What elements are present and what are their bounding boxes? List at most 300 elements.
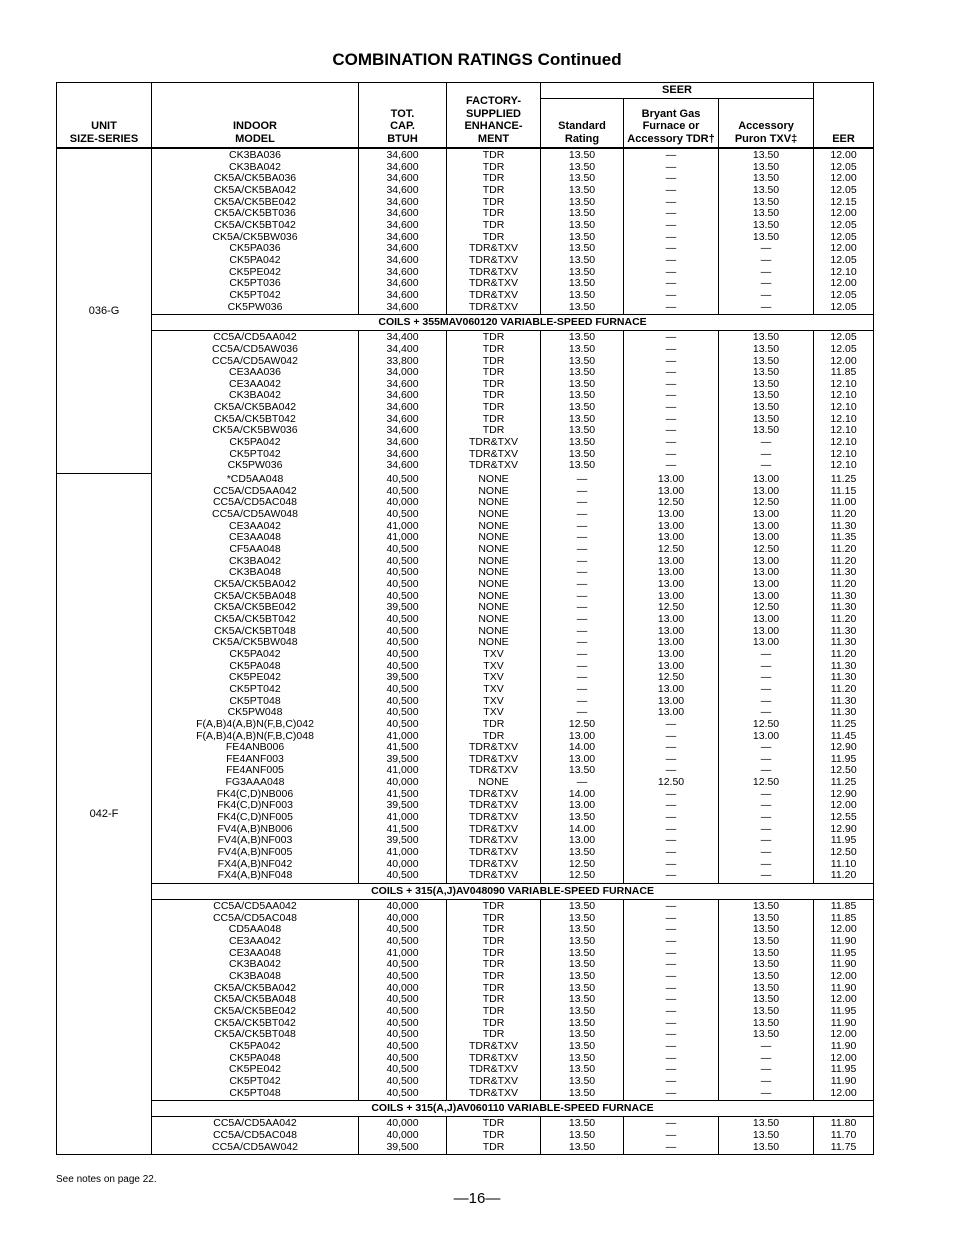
accessory-txv-value: 12.50 — [752, 776, 780, 789]
standard-rating-value: 13.50 — [568, 1140, 596, 1153]
indoor-model-value: CC5A/CD5AC048 — [212, 496, 298, 509]
capacity-value: 34,000 — [386, 366, 419, 379]
column-bryant-furnace — [624, 900, 719, 1101]
indoor-model-value: CK3BA042 — [229, 958, 281, 971]
enhancement-value: TDR — [482, 911, 505, 924]
enhancement-value: NONE — [478, 566, 509, 579]
accessory-txv-value: — — [760, 857, 772, 870]
eer-value: 12.10 — [830, 424, 857, 437]
enhancement-value: TDR&TXV — [468, 436, 518, 449]
bryant-furnace-value: — — [665, 869, 677, 882]
standard-rating-value: 12.50 — [568, 717, 596, 730]
capacity-value: 34,400 — [386, 331, 419, 344]
enhancement-value: TDR — [482, 389, 505, 402]
standard-rating-value: 13.50 — [568, 288, 596, 301]
indoor-model-value: CC5A/CD5AW036 — [212, 342, 298, 355]
standard-rating-value: 13.50 — [568, 160, 596, 173]
enhancement-value: TXV — [483, 659, 504, 672]
indoor-model-value: CE3AA042 — [229, 519, 281, 532]
capacity-value: 40,500 — [386, 636, 419, 649]
bryant-furnace-value: — — [665, 822, 677, 835]
bryant-furnace-value: — — [665, 207, 677, 220]
indoor-model-value: CK5A/CK5BA048 — [213, 993, 297, 1006]
bryant-furnace-value: — — [665, 764, 677, 777]
bryant-furnace-value: — — [665, 1063, 677, 1076]
capacity-value: 40,500 — [386, 1028, 419, 1041]
enhancement-value: NONE — [478, 612, 509, 625]
accessory-txv-value: 13.50 — [752, 993, 780, 1006]
eer-value: 11.30 — [830, 519, 857, 532]
capacity-value: 41,000 — [386, 846, 419, 859]
indoor-model-value: FE4ANB006 — [225, 741, 285, 754]
accessory-txv-value: — — [760, 869, 772, 882]
enhancement-value: TDR — [482, 218, 505, 231]
standard-rating-value: — — [576, 659, 588, 672]
eer-value: 12.00 — [830, 969, 857, 982]
bryant-furnace-value: 13.00 — [657, 682, 685, 695]
indoor-model-value: CK5A/CK5BA036 — [213, 172, 297, 185]
eer-value: 12.55 — [830, 811, 857, 824]
capacity-value: 40,500 — [386, 543, 419, 555]
column-bryant-furnace — [624, 331, 719, 473]
accessory-txv-value: 13.50 — [752, 1128, 780, 1141]
indoor-model-value: CC5A/CD5AA042 — [213, 1117, 297, 1130]
indoor-model-value: CK3BA048 — [229, 969, 281, 982]
unit-size-series: 036-G — [57, 148, 152, 473]
accessory-txv-value: — — [760, 659, 772, 672]
table-row — [57, 900, 874, 1101]
standard-rating-value: 14.00 — [568, 787, 596, 800]
standard-rating-value: 13.50 — [568, 1117, 596, 1130]
eer-value: 12.90 — [830, 787, 857, 800]
eer-value: 11.30 — [830, 694, 857, 707]
column-capacity — [359, 473, 447, 883]
indoor-model-value: CC5A/CD5AW042 — [212, 1140, 298, 1153]
eer-value: 12.50 — [830, 846, 857, 859]
eer-value: 12.05 — [830, 183, 857, 196]
capacity-value: 34,600 — [386, 207, 419, 220]
column-accessory-txv — [719, 1117, 814, 1155]
indoor-model-value: FK4(C,D)NF003 — [217, 799, 293, 812]
enhancement-value: TDR&TXV — [468, 459, 518, 472]
eer-value: 11.30 — [830, 671, 857, 684]
bryant-furnace-value: — — [665, 218, 677, 231]
indoor-model-value: CK5A/CK5BA042 — [213, 401, 297, 414]
accessory-txv-value: 13.50 — [752, 981, 780, 994]
accessory-txv-value: 13.00 — [752, 589, 780, 602]
column-accessory-txv — [719, 473, 814, 883]
capacity-value: 40,500 — [386, 706, 419, 719]
bryant-furnace-value: — — [665, 253, 677, 266]
standard-rating-value: 13.50 — [568, 1086, 596, 1099]
standard-rating-value: — — [576, 776, 588, 789]
capacity-value: 39,500 — [386, 601, 419, 614]
eer-value: 11.30 — [830, 624, 857, 637]
standard-rating-value: 13.50 — [568, 436, 596, 449]
enhancement-value: TXV — [483, 706, 504, 719]
bryant-furnace-value: — — [665, 354, 677, 367]
accessory-txv-value: 13.50 — [752, 218, 780, 231]
indoor-model-value: FX4(A,B)NF048 — [217, 869, 293, 882]
column-enhancement — [447, 148, 541, 315]
bryant-furnace-value: 13.00 — [657, 589, 685, 602]
indoor-model-value: CK5PT042 — [229, 1074, 281, 1087]
bryant-furnace-value: — — [665, 149, 677, 161]
accessory-txv-value: 13.00 — [752, 566, 780, 579]
standard-rating-value: 13.50 — [568, 230, 596, 243]
capacity-value: 34,600 — [386, 160, 419, 173]
indoor-model-value: CK5PA042 — [229, 436, 281, 449]
eer-value: 11.30 — [830, 601, 857, 614]
indoor-model-value: CK3BA042 — [229, 389, 281, 402]
capacity-value: 34,600 — [386, 242, 419, 255]
column-standard-rating — [541, 1117, 624, 1155]
enhancement-value: NONE — [478, 589, 509, 602]
accessory-txv-value: 13.50 — [752, 377, 780, 390]
enhancement-value: TDR — [482, 160, 505, 173]
capacity-value: 40,500 — [386, 566, 419, 579]
indoor-model-value: CK5A/CK5BE042 — [213, 601, 297, 614]
enhancement-value: TDR — [482, 195, 505, 208]
bryant-furnace-value: — — [665, 265, 677, 278]
bryant-furnace-value: — — [665, 412, 677, 425]
indoor-model-value: CK5PE042 — [229, 671, 281, 684]
indoor-model-value: CK5A/CK5BW036 — [212, 230, 298, 243]
bryant-furnace-value: 13.00 — [657, 694, 685, 707]
capacity-value: 34,600 — [386, 277, 419, 290]
eer-value: 12.10 — [830, 377, 857, 390]
eer-value: 11.20 — [830, 554, 857, 567]
indoor-model-value: CK5PW036 — [227, 300, 283, 313]
indoor-model-value: CE3AA042 — [229, 377, 281, 390]
standard-rating-value: 13.50 — [568, 1063, 596, 1076]
enhancement-value: NONE — [478, 577, 509, 590]
enhancement-value: TDR — [482, 331, 505, 344]
header-bryant-furnace: Bryant Gas Furnace or Accessory TDR† — [624, 99, 719, 149]
eer-value: 12.10 — [830, 447, 857, 460]
capacity-value: 34,600 — [386, 424, 419, 437]
eer-value: 12.00 — [830, 172, 857, 185]
accessory-txv-value: — — [760, 694, 772, 707]
capacity-value: 39,500 — [386, 799, 419, 812]
capacity-value: 40,500 — [386, 1039, 419, 1052]
accessory-txv-value: 13.50 — [752, 1016, 780, 1029]
accessory-txv-value: 13.00 — [752, 624, 780, 637]
indoor-model-value: FK4(C,D)NF005 — [217, 811, 293, 824]
enhancement-value: TDR&TXV — [468, 265, 518, 278]
furnace-banner: COILS + 315(A,J)AV048090 VARIABLE-SPEED FURNACE — [152, 884, 874, 900]
enhancement-value: NONE — [478, 473, 509, 486]
enhancement-value: TDR — [482, 1140, 505, 1153]
bryant-furnace-value: — — [665, 923, 677, 936]
standard-rating-value: 13.50 — [568, 911, 596, 924]
enhancement-value: TDR — [482, 172, 505, 185]
standard-rating-value: 13.50 — [568, 412, 596, 425]
bryant-furnace-value: — — [665, 752, 677, 765]
indoor-model-value: CF5AA048 — [229, 543, 281, 555]
indoor-model-value: CE3AA048 — [229, 531, 281, 544]
standard-rating-value: — — [576, 612, 588, 625]
column-capacity — [359, 148, 447, 315]
enhancement-value: TDR — [482, 1128, 505, 1141]
capacity-value: 40,500 — [386, 1051, 419, 1064]
indoor-model-value: FX4(A,B)NF042 — [217, 857, 293, 870]
enhancement-value: NONE — [478, 776, 509, 789]
accessory-txv-value: 13.50 — [752, 923, 780, 936]
eer-value: 11.20 — [830, 612, 857, 625]
column-eer — [814, 331, 874, 473]
column-indoor-model — [152, 900, 359, 1101]
accessory-txv-value: — — [760, 787, 772, 800]
indoor-model-value: FG3AAA048 — [225, 776, 285, 789]
enhancement-value: TXV — [483, 671, 504, 684]
standard-rating-value: — — [576, 682, 588, 695]
indoor-model-value: CK5PE042 — [229, 1063, 281, 1076]
header-indoor-model: INDOOR MODEL — [152, 83, 359, 149]
indoor-model-value: CE3AA048 — [229, 946, 281, 959]
enhancement-value: TDR — [482, 729, 505, 742]
accessory-txv-value: 13.00 — [752, 519, 780, 532]
bryant-furnace-value: — — [665, 911, 677, 924]
standard-rating-value: 13.50 — [568, 1051, 596, 1064]
bryant-furnace-value: 13.00 — [657, 636, 685, 649]
table-header — [57, 83, 874, 149]
indoor-model-value: FV4(A,B)NF005 — [217, 846, 293, 859]
standard-rating-value: 13.50 — [568, 923, 596, 936]
indoor-model-value: CK5PT042 — [229, 288, 281, 301]
indoor-model-value: FV4(A,B)NB006 — [217, 822, 293, 835]
column-standard-rating — [541, 331, 624, 473]
header-unit — [57, 83, 152, 149]
eer-value: 11.00 — [830, 496, 857, 509]
accessory-txv-value: — — [760, 265, 772, 278]
eer-value: 12.50 — [830, 764, 857, 777]
capacity-value: 34,600 — [386, 412, 419, 425]
standard-rating-value: 12.50 — [568, 857, 596, 870]
header-seer: SEER — [541, 83, 814, 99]
accessory-txv-value: 13.50 — [752, 412, 780, 425]
footnote: See notes on page 22. — [56, 1174, 157, 1185]
accessory-txv-value: — — [760, 253, 772, 266]
eer-value: 12.00 — [830, 149, 857, 161]
indoor-model-value: F(A,B)4(A,B)N(F,B,C)048 — [196, 729, 314, 742]
eer-value: 11.20 — [830, 543, 857, 555]
bryant-furnace-value: — — [665, 787, 677, 800]
standard-rating-value: 13.50 — [568, 389, 596, 402]
indoor-model-value: CK3BA042 — [229, 160, 281, 173]
capacity-value: 40,000 — [386, 496, 419, 509]
eer-value: 11.30 — [830, 706, 857, 719]
bryant-furnace-value: — — [665, 160, 677, 173]
indoor-model-value: CK5PE042 — [229, 265, 281, 278]
indoor-model-value: CC5A/CD5AA042 — [213, 331, 297, 344]
indoor-model-value: CC5A/CD5AW048 — [212, 508, 298, 521]
eer-value: 12.10 — [830, 401, 857, 414]
column-bryant-furnace — [624, 1117, 719, 1155]
enhancement-value: TDR&TXV — [468, 787, 518, 800]
standard-rating-value: — — [576, 566, 588, 579]
capacity-value: 41,000 — [386, 531, 419, 544]
capacity-value: 40,000 — [386, 1128, 419, 1141]
indoor-model-value: CC5A/CD5AC048 — [212, 1128, 298, 1141]
enhancement-value: TDR — [482, 342, 505, 355]
bryant-furnace-value: — — [665, 389, 677, 402]
indoor-model-value: CK5PA048 — [229, 1051, 281, 1064]
standard-rating-value: 13.50 — [568, 958, 596, 971]
standard-rating-value: — — [576, 508, 588, 521]
indoor-model-value: CK5A/CK5BW036 — [212, 424, 298, 437]
combination-ratings-table — [56, 82, 874, 1155]
enhancement-value: NONE — [478, 531, 509, 544]
capacity-value: 40,500 — [386, 508, 419, 521]
capacity-value: 40,500 — [386, 969, 419, 982]
enhancement-value: TDR — [482, 958, 505, 971]
bryant-furnace-value: — — [665, 183, 677, 196]
eer-value: 12.00 — [830, 354, 857, 367]
standard-rating-value: — — [576, 694, 588, 707]
accessory-txv-value: 13.50 — [752, 366, 780, 379]
column-standard-rating — [541, 473, 624, 883]
accessory-txv-value: 13.50 — [752, 207, 780, 220]
enhancement-value: TDR — [482, 424, 505, 437]
accessory-txv-value: — — [760, 752, 772, 765]
standard-rating-value: 13.50 — [568, 935, 596, 947]
bryant-furnace-value: 13.00 — [657, 508, 685, 521]
capacity-value: 33,800 — [386, 354, 419, 367]
standard-rating-value: — — [576, 519, 588, 532]
bryant-furnace-value: 12.50 — [657, 776, 685, 789]
bryant-furnace-value: — — [665, 811, 677, 824]
accessory-txv-value: 13.50 — [752, 911, 780, 924]
indoor-model-value: CK5PT042 — [229, 447, 281, 460]
bryant-furnace-value: — — [665, 424, 677, 437]
eer-value: 11.20 — [830, 682, 857, 695]
bryant-furnace-value: — — [665, 172, 677, 185]
eer-value: 11.90 — [830, 1016, 857, 1029]
capacity-value: 40,500 — [386, 577, 419, 590]
standard-rating-value: 14.00 — [568, 741, 596, 754]
capacity-value: 40,000 — [386, 900, 419, 913]
bryant-furnace-value: — — [665, 799, 677, 812]
indoor-model-value: FK4(C,D)NB006 — [216, 787, 294, 800]
accessory-txv-value: — — [760, 436, 772, 449]
capacity-value: 41,500 — [386, 741, 419, 754]
accessory-txv-value: — — [760, 1086, 772, 1099]
capacity-value: 40,000 — [386, 776, 419, 789]
eer-value: 11.10 — [830, 857, 857, 870]
accessory-txv-value: 13.50 — [752, 230, 780, 243]
bryant-furnace-value: 13.00 — [657, 612, 685, 625]
standard-rating-value: 13.50 — [568, 342, 596, 355]
bryant-furnace-value: — — [665, 342, 677, 355]
enhancement-value: NONE — [478, 508, 509, 521]
enhancement-value: NONE — [478, 496, 509, 509]
enhancement-value: TXV — [483, 682, 504, 695]
standard-rating-value: — — [576, 706, 588, 719]
bryant-furnace-value: — — [665, 958, 677, 971]
capacity-value: 40,500 — [386, 647, 419, 660]
eer-value: 12.00 — [830, 1028, 857, 1041]
capacity-value: 40,000 — [386, 911, 419, 924]
enhancement-value: NONE — [478, 624, 509, 637]
enhancement-value: TDR — [482, 366, 505, 379]
bryant-furnace-value: — — [665, 1016, 677, 1029]
eer-value: 12.00 — [830, 1051, 857, 1064]
capacity-value: 34,600 — [386, 459, 419, 472]
bryant-furnace-value: 13.00 — [657, 484, 685, 497]
accessory-txv-value: — — [760, 741, 772, 754]
column-eer — [814, 900, 874, 1101]
capacity-value: 40,000 — [386, 857, 419, 870]
eer-value: 11.85 — [830, 911, 857, 924]
bryant-furnace-value: — — [665, 741, 677, 754]
enhancement-value: TDR&TXV — [468, 288, 518, 301]
eer-value: 12.05 — [830, 218, 857, 231]
enhancement-value: TDR — [482, 717, 505, 730]
indoor-model-value: CK5PW048 — [227, 706, 283, 719]
standard-rating-value: 13.50 — [568, 424, 596, 437]
indoor-model-value: CK5PA048 — [229, 659, 281, 672]
indoor-model-value: CK5A/CK5BT036 — [214, 207, 296, 220]
standard-rating-value: 13.50 — [568, 242, 596, 255]
standard-rating-value: 13.00 — [568, 834, 596, 847]
accessory-txv-value: — — [760, 277, 772, 290]
eer-value: 11.30 — [830, 636, 857, 649]
indoor-model-value: CK5PA042 — [229, 253, 281, 266]
accessory-txv-value: 13.50 — [752, 183, 780, 196]
bryant-furnace-value: — — [665, 436, 677, 449]
enhancement-value: TDR&TXV — [468, 277, 518, 290]
eer-value: 11.25 — [830, 776, 857, 789]
indoor-model-value: CK5PA036 — [229, 242, 281, 255]
enhancement-value: TDR&TXV — [468, 741, 518, 754]
bryant-furnace-value: — — [665, 729, 677, 742]
eer-value: 11.20 — [830, 869, 857, 882]
column-eer — [814, 473, 874, 883]
eer-value: 12.05 — [830, 342, 857, 355]
indoor-model-value: F(A,B)4(A,B)N(F,B,C)042 — [196, 717, 314, 730]
eer-value: 11.90 — [830, 1074, 857, 1087]
enhancement-value: TDR — [482, 412, 505, 425]
enhancement-value: NONE — [478, 519, 509, 532]
standard-rating-value: 13.50 — [568, 1128, 596, 1141]
standard-rating-value: — — [576, 473, 588, 486]
bryant-furnace-value: 13.00 — [657, 577, 685, 590]
table-body — [57, 148, 874, 1155]
capacity-value: 40,500 — [386, 1063, 419, 1076]
enhancement-value: TXV — [483, 694, 504, 707]
capacity-value: 34,600 — [386, 230, 419, 243]
eer-value: 11.90 — [830, 981, 857, 994]
indoor-model-value: CK5A/CK5BT042 — [214, 612, 296, 625]
capacity-value: 34,600 — [386, 149, 419, 161]
capacity-value: 40,000 — [386, 1117, 419, 1130]
accessory-txv-value: — — [760, 811, 772, 824]
standard-rating-value: — — [576, 554, 588, 567]
enhancement-value: TDR&TXV — [468, 1039, 518, 1052]
standard-rating-value: — — [576, 624, 588, 637]
indoor-model-value: CK5A/CK5BE042 — [213, 195, 297, 208]
eer-value: 11.95 — [830, 1063, 857, 1076]
column-bryant-furnace — [624, 148, 719, 315]
standard-rating-value: 13.50 — [568, 207, 596, 220]
eer-value: 12.05 — [830, 230, 857, 243]
accessory-txv-value: — — [760, 846, 772, 859]
header-enhancement: FACTORY- SUPPLIED ENHANCE- MENT — [447, 83, 541, 149]
capacity-value: 40,500 — [386, 869, 419, 882]
bryant-furnace-value: — — [665, 935, 677, 947]
standard-rating-value: 13.00 — [568, 752, 596, 765]
